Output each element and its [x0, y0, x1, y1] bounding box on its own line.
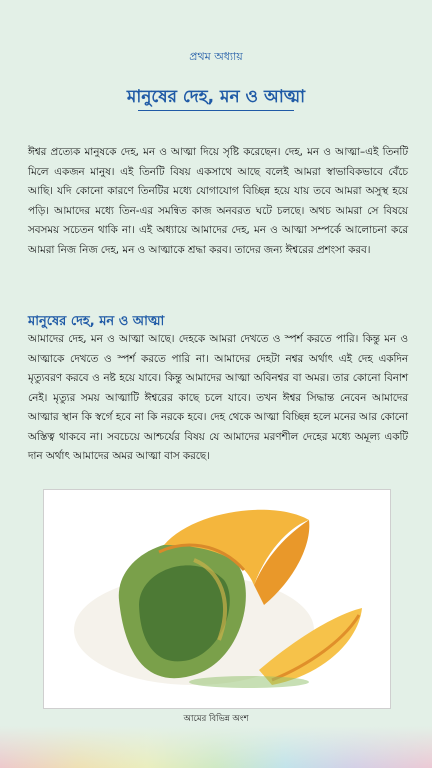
section-paragraph: আমাদের দেহ, মন ও আত্মা আছে। দেহকে আমরা দেখতে ও স্পর্শ করতে পারি। কিন্তু মন ও আত্মাকে দেখতে ও স্পর্শ করতে পারি না। আমাদের দেহটা নশ্বর অর্থাৎ এই দেহ একদিন মৃত্যুবরণ করবে ও নষ্ট হয়ে যাবে। কিন্তু আমাদের আত্মা অবিনশ্বর বা অমর। তার কোনো বিনাশ নেই। মৃত্যুর সময় আত্মাটি ঈশ্বরের কাছে চলে যাবে। তখন ঈশ্বর সিদ্ধান্ত নেবেন আমাদের আত্মার স্থান কি স্বর্গে হবে না কি নরকে হবে। দেহ থেকে আত্মা বিচ্ছিন্ন হলে মনের আর কোনো অস্তিত্ব থাকবে না। সবচেয়ে আশ্চর্যের বিষয় যে আমাদের মরণশীল দেহের মধ্যে অমূল্য একটি দান অর্থাৎ আমাদের অমর আত্মা বাস করছে। [28, 333, 408, 462]
title-underline [138, 110, 294, 111]
chapter-label: প্রথম অধ্যায় [189, 50, 243, 63]
rainbow-fade [0, 726, 432, 768]
figure-caption: আমের বিভিন্ন অংশ [183, 714, 249, 724]
mango-illustration [43, 489, 391, 709]
intro-paragraph: ঈশ্বর প্রত্যেক মানুষকে দেহ, মন ও আত্মা দিয়ে সৃষ্টি করেছেন। দেহ, মন ও আত্মা–এই তিনটি মিলে একজন মানুষ। এই তিনটি বিষয় একসাথে আছে বলেই আমরা স্বাভাবিকভাবে বেঁচে আছি। যদি কোনো কারণে তিনটির মধ্যে যোগাযোগ বিচ্ছিন্ন হয়ে যায় তবে আমরা অসুস্থ হয়ে পড়ি। আমাদের মধ্যে তিন-এর সমন্বিত কাজ অনবরত ঘটে চলছে। অথচ আমরা সে বিষয়ে সবসময় সচেতন থাকি না। এই অধ্যায়ে আমাদের দেহ, মন ও আত্মা সম্পর্কে আলোচনা করে আমরা নিজ নিজ দেহ, মন ও আত্মাকে শ্রদ্ধা করব। তাদের জন্য ঈশ্বরের প্রশংসা করব। [28, 146, 408, 256]
chapter-title: মানুষের দেহ, মন ও আত্মা [126, 87, 306, 107]
section-heading: মানুষের দেহ, মন ও আত্মা [28, 314, 165, 329]
